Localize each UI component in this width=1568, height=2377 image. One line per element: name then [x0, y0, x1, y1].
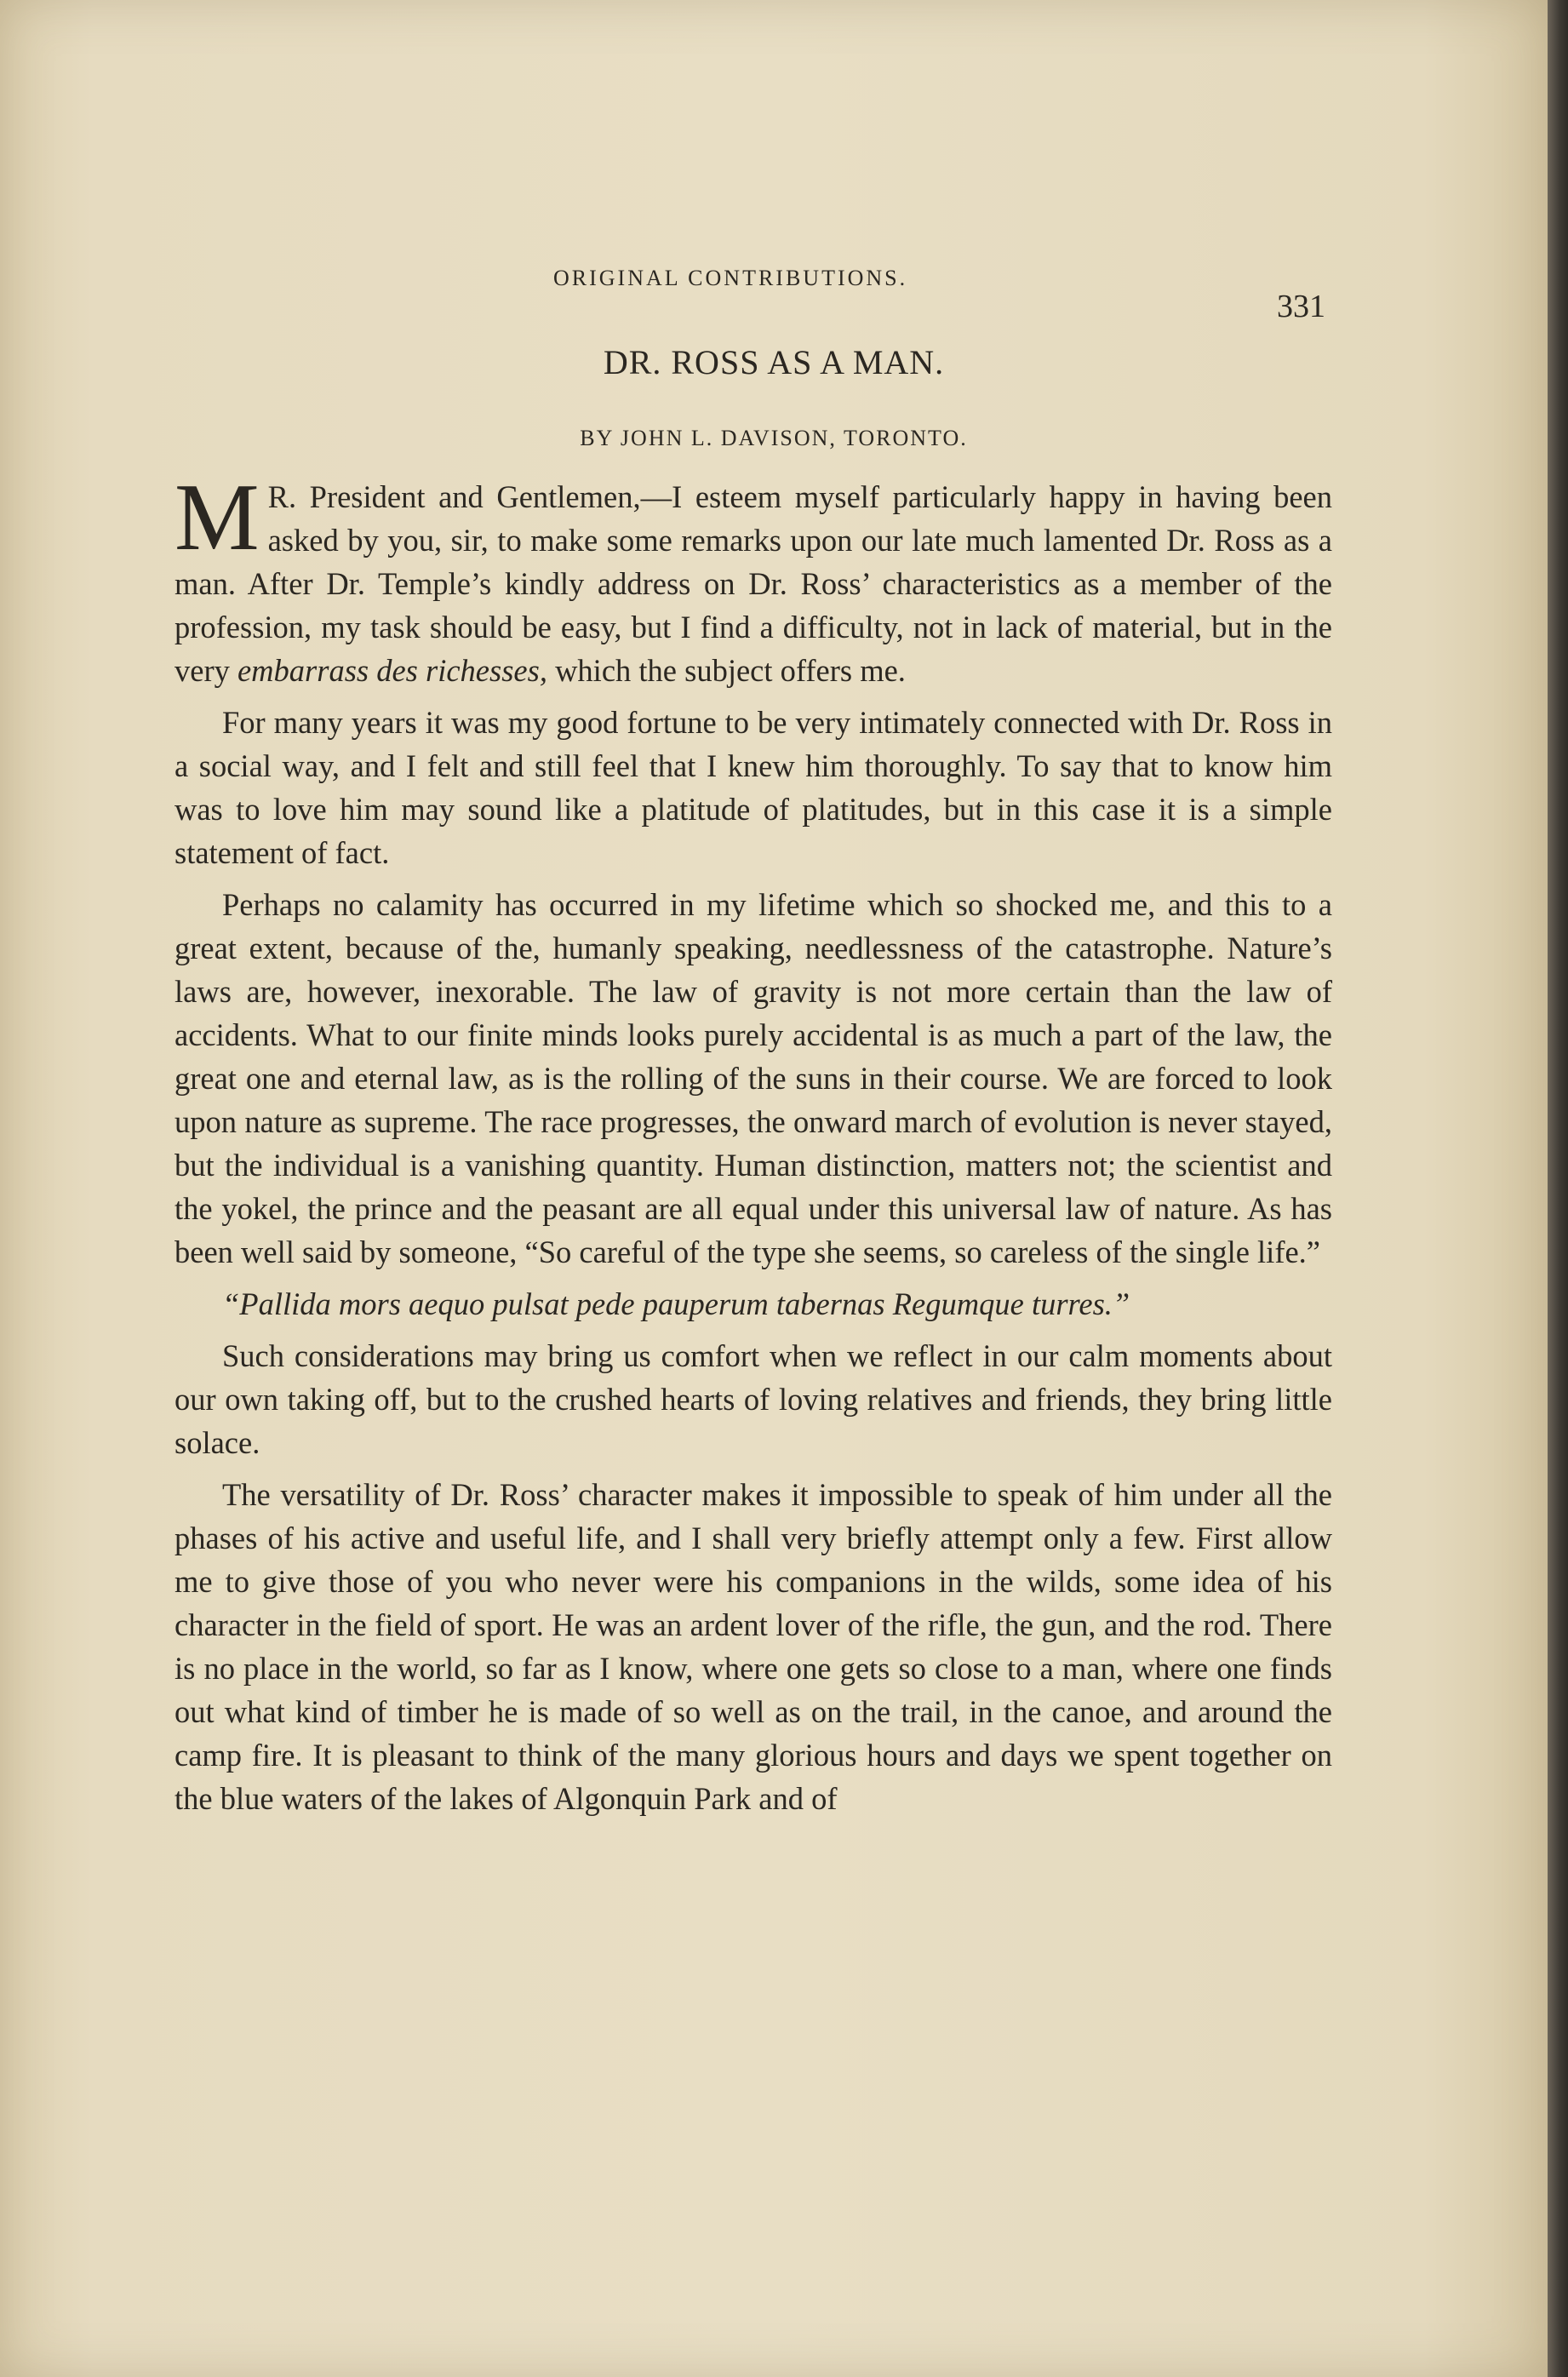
- paragraph-1-text: President and Gentlemen,—I esteem myself particularly happy in having been asked by you, sir, to make some remarks upon our late much lamented Dr. Ross as a man. After Dr. Temple’s kindly address on Dr. Ross’ characteristics as a member of the profession, my task should be easy, but I find a difficulty, not in lack of material, but in the very: [175, 479, 1332, 688]
- paragraph-4: Such considerations may bring us comfort when we reflect in our calm moments about our own taking off, but to the crushed hearts of loving relatives and friends, they bring little solace.: [175, 1338, 1332, 1460]
- latin-quote: “Pallida mors aequo pulsat pede pauperum tabernas Regumque turres.”: [222, 1286, 1130, 1321]
- book-spine-edge: [1548, 0, 1568, 2377]
- article-title: DR. ROSS AS A MAN.: [603, 343, 945, 381]
- paragraph-1-end: which the subject offers me.: [547, 653, 906, 688]
- running-head: ORIGINAL CONTRIBUTIONS.: [553, 266, 908, 290]
- paragraph-1-smallcaps: R.: [267, 479, 297, 514]
- paragraph-2: For many years it was my good fortune to be very intimately connected with Dr. Ross in a social way, and I felt and still feel that I knew him thoroughly. To say that to know him was to love him may sound like a platitude of platitudes, but in this case it is a simple statement of fact.: [175, 705, 1332, 870]
- paragraph-1: [175, 465, 1332, 692]
- paragraph-3: Perhaps no calamity has occurred in my lifetime which so shocked me, and this to a great extent, because of the, humanly speaking, needlessness of the catastrophe. Nature’s laws are, however, inexorable. The law of gravity is not more certain than the law of accidents. What to our finite minds looks purely accidental is as much a part of the law, the great one and eternal law, as is the rolling of the suns in their course. We are forced to look upon nature as supreme. The race progresses, the onward march of evolution is never stayed, but the individual is a vanishing quantity. Human distinction, matters not; the scientist and the yokel, the prince and the peasant are all equal under this universal law of nature. As has been well said by someone, “So careful of the type she seems, so careless of the single life.”: [175, 887, 1332, 1269]
- article-body: [175, 465, 1332, 1829]
- drop-cap: M: [175, 465, 260, 570]
- article-byline: BY JOHN L. DAVISON, TORONTO.: [580, 426, 968, 450]
- page-number: 331: [1277, 289, 1325, 324]
- paragraph-5: The versatility of Dr. Ross’ character makes it impossible to speak of him under all the phases of his active and useful life, and I shall very briefly attempt only a few. First allow me to give those of you who never were his companions in the wilds, some idea of his character in the field of sport. He was an ardent lover of the rifle, the gun, and the rod. There is no place in the world, so far as I know, where one gets so close to a man, where one finds out what kind of timber he is made of so well as on the trail, in the canoe, and around the camp fire. It is pleasant to think of the many glorious hours and days we spent together on the blue waters of the lakes of Algonquin Park and of: [175, 1477, 1332, 1816]
- paragraph-1-italic: embarrass des richesses,: [237, 653, 547, 688]
